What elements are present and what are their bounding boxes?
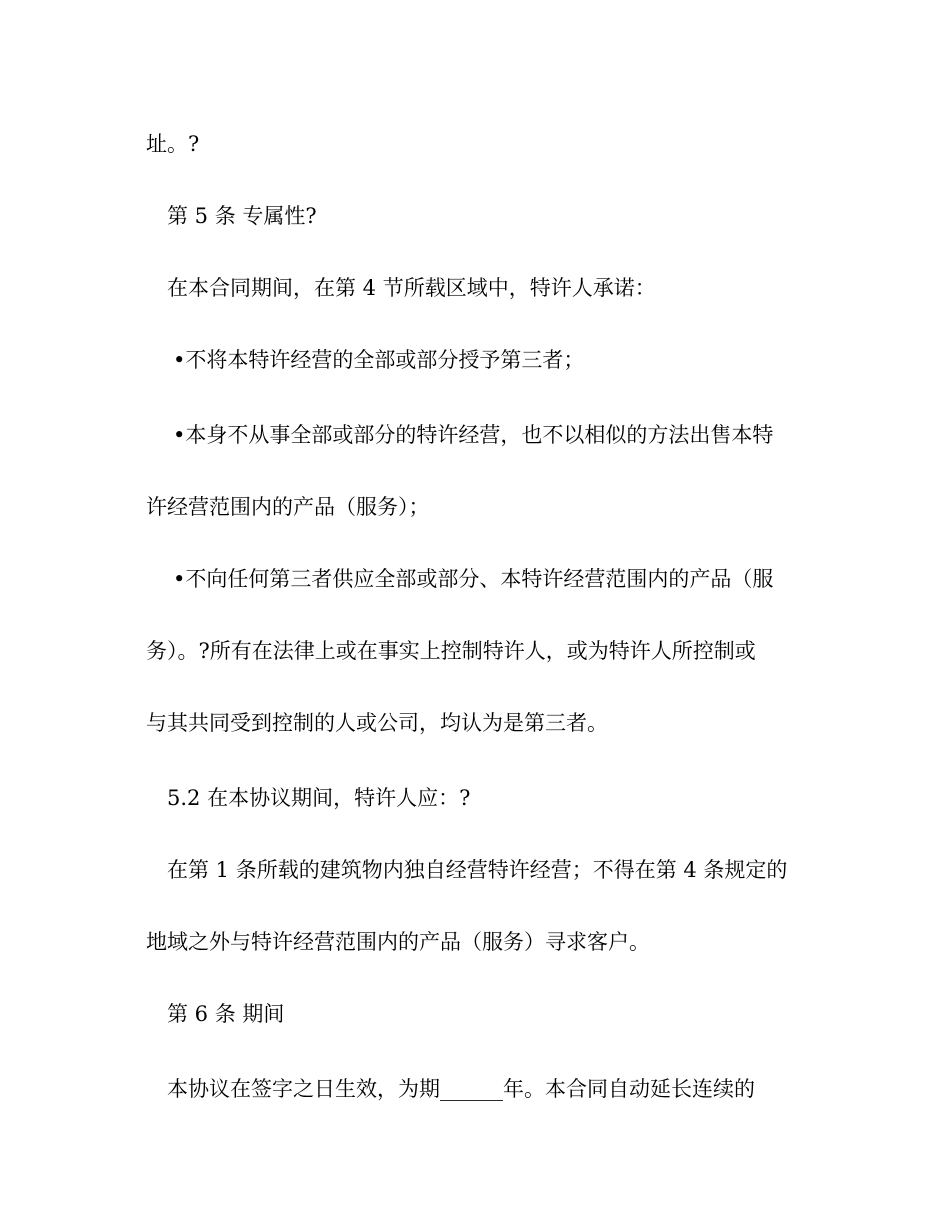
paragraph-line: 本协议在签字之日生效，为期______年。本合同自动延长连续的 xyxy=(167,1077,755,1101)
paragraph-line: 地域之外与特许经营范围内的产品（服务）寻求客户。 xyxy=(146,930,650,954)
bullet-item: •不向任何第三者供应全部或部分、本特许经营范围内的产品（服 xyxy=(173,567,774,591)
bullet-item: •本身不从事全部或部分的特许经营，也不以相似的方法出售本特 xyxy=(173,423,774,447)
paragraph-line: 在本合同期间，在第 4 节所载区域中，特许人承诺： xyxy=(167,276,656,300)
section-heading: 第 6 条 期间 xyxy=(167,1002,285,1026)
paragraph-line: 在第 1 条所载的建筑物内独自经营特许经营；不得在第 4 条规定的 xyxy=(167,858,788,882)
paragraph-line: 与其共同受到控制的人或公司，均认为是第三者。 xyxy=(146,711,608,735)
text-line: 址。? xyxy=(146,132,200,156)
bullet-item: •不将本特许经营的全部或部分授予第三者； xyxy=(173,348,585,372)
paragraph-line: 务）。?所有在法律上或在事实上控制特许人，或为特许人所控制或 xyxy=(146,639,756,663)
paragraph-line: 许经营范围内的产品（服务）； xyxy=(146,495,430,519)
section-heading: 5.2 在本协议期间，特许人应：? xyxy=(167,786,471,810)
section-heading: 第 5 条 专属性? xyxy=(167,204,317,228)
